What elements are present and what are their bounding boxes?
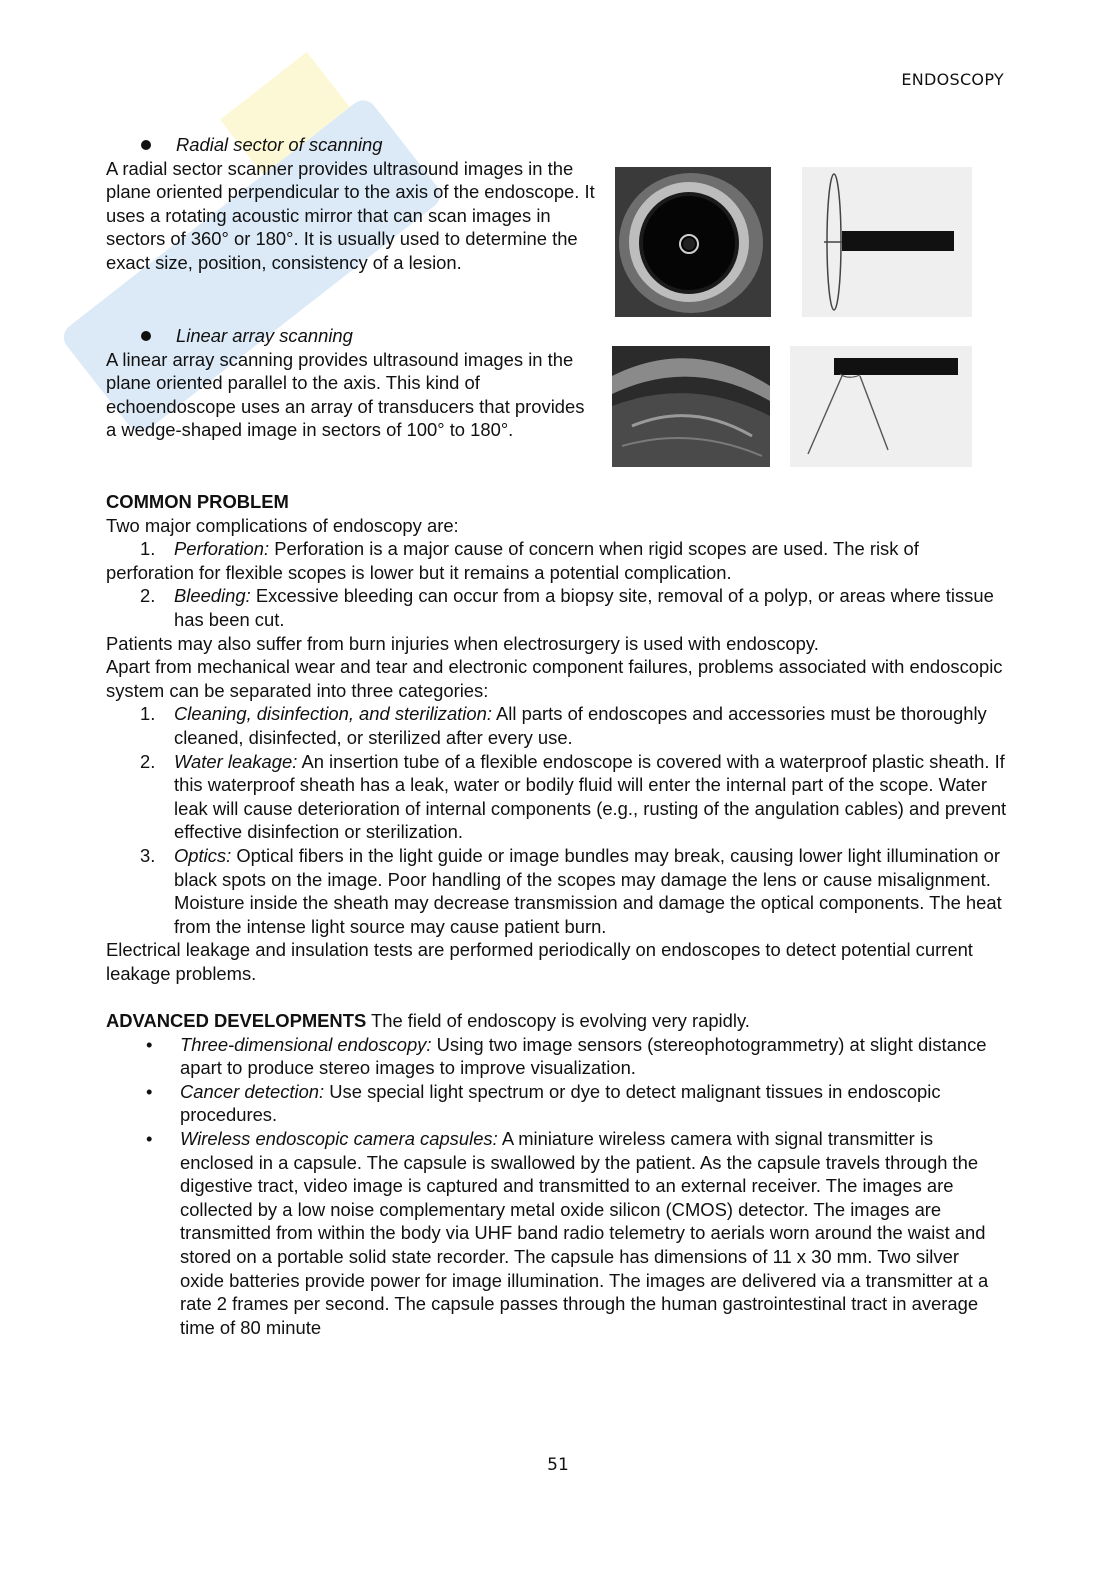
common-problem-intro: Two major complications of endoscopy are:	[106, 514, 459, 536]
linear-section	[106, 324, 598, 442]
common-problem-heading: COMMON PROBLEM	[106, 491, 289, 512]
radial-section	[106, 133, 598, 275]
linear-heading: Linear array scanning	[106, 324, 598, 348]
paragraph: Patients may also suffer from burn injuries when electrosurgery is used with endoscopy.	[106, 632, 819, 654]
paragraph: Apart from mechanical wear and tear and electronic component failures, problems associated with endoscopic system can be separated into three categories:	[106, 656, 1003, 701]
list-item-continuation: perforation for flexible scopes is lower but it remains a potential complication.	[106, 561, 732, 583]
list-item: 1. Cleaning, disinfection, and sterilization: All parts of endoscopes and accessories must be thoroughly cleaned, disinfected, or sterilized after every use.	[140, 703, 987, 748]
advanced-heading: ADVANCED DEVELOPMENTS	[106, 1010, 367, 1032]
main-content	[106, 490, 1008, 1339]
list-item: • Wireless endoscopic camera capsules: A miniature wireless camera with signal transmitter is enclosed in a capsule. The capsule is swallowed by the patient. As the capsule travels through the digestive tract, video image is captured and transmitted to an external receiver. The images are collected by a low noise complementary metal oxide silicon (CMOS) detector. The images are transmitted from within the body via UHF band radio telemetry to aerials worn around the waist and stored on a portable solid state recorder. The capsule has dimensions of 11 x 30 mm. Two silver oxide batteries provide power for image illumination. The images are delivered via a transmitter at a rate 2 frames per second. The capsule passes through the human gastrointestinal tract in average time of 80 minute	[146, 1128, 989, 1338]
paragraph: Electrical leakage and insulation tests are performed periodically on endoscopes to detect potential current leakage problems.	[106, 939, 973, 984]
advanced-heading-line: ADVANCED DEVELOPMENTS The field of endoscopy is evolving very rapidly.	[106, 1010, 750, 1032]
list-item: • Three-dimensional endoscopy: Using two image sensors (stereophotogrammetry) at slight distance apart to produce stereo images to improve visualization.	[146, 1033, 987, 1079]
radial-scanner-diagram	[802, 167, 972, 317]
radial-heading: Radial sector of scanning	[106, 133, 598, 157]
page-number: 51	[547, 1455, 569, 1475]
running-header: ENDOSCOPY	[901, 70, 1004, 89]
list-item: 2. Water leakage: An insertion tube of a flexible endoscope is covered with a waterproof plastic sheath. If this waterproof sheath has a leak, water or bodily fluid will enter the internal part of the scope. Water leak will cause deterioration of internal components (e.g., rusting of the angulation cables) and prevent effective disinfection or sterilization.	[140, 750, 1007, 843]
list-item: 3. Optics: Optical fibers in the light guide or image bundles may break, causing lower light illumination or black spots on the image. Poor handling of the scopes may damage the lens or cause misalignment. Moisture inside the sheath may decrease transmission and damage the optical components. The heat from the intense light source may cause patient burn.	[140, 844, 1002, 937]
linear-body: A linear array scanning provides ultrasound images in the plane oriented parallel to the axis. This kind of echoendoscope uses an array of transducers that provides a wedge-shaped image in sectors of 100° to 180°.	[106, 348, 585, 441]
list-item: 2. Bleeding: Excessive bleeding can occur from a biopsy site, removal of a polyp, or areas where tissue has been cut.	[140, 585, 994, 630]
linear-scanner-diagram	[790, 346, 972, 467]
linear-ultrasound-image	[612, 346, 770, 467]
list-item: • Cancer detection: Use special light spectrum or dye to detect malignant tissues in endoscopic procedures.	[146, 1080, 941, 1126]
radial-ultrasound-image	[615, 167, 771, 317]
list-item: 1. Perforation: Perforation is a major cause of concern when rigid scopes are used. The risk of	[140, 538, 919, 560]
bullet-icon	[141, 140, 151, 150]
radial-body: A radial sector scanner provides ultrasound images in the plane oriented perpendicular to the axis of the endoscope. It uses a rotating acoustic mirror that can scan images in sectors of 360° or 180°. It is usually used to determine the exact size, position, consistency of a lesion.	[106, 157, 595, 273]
bullet-icon	[141, 331, 151, 341]
